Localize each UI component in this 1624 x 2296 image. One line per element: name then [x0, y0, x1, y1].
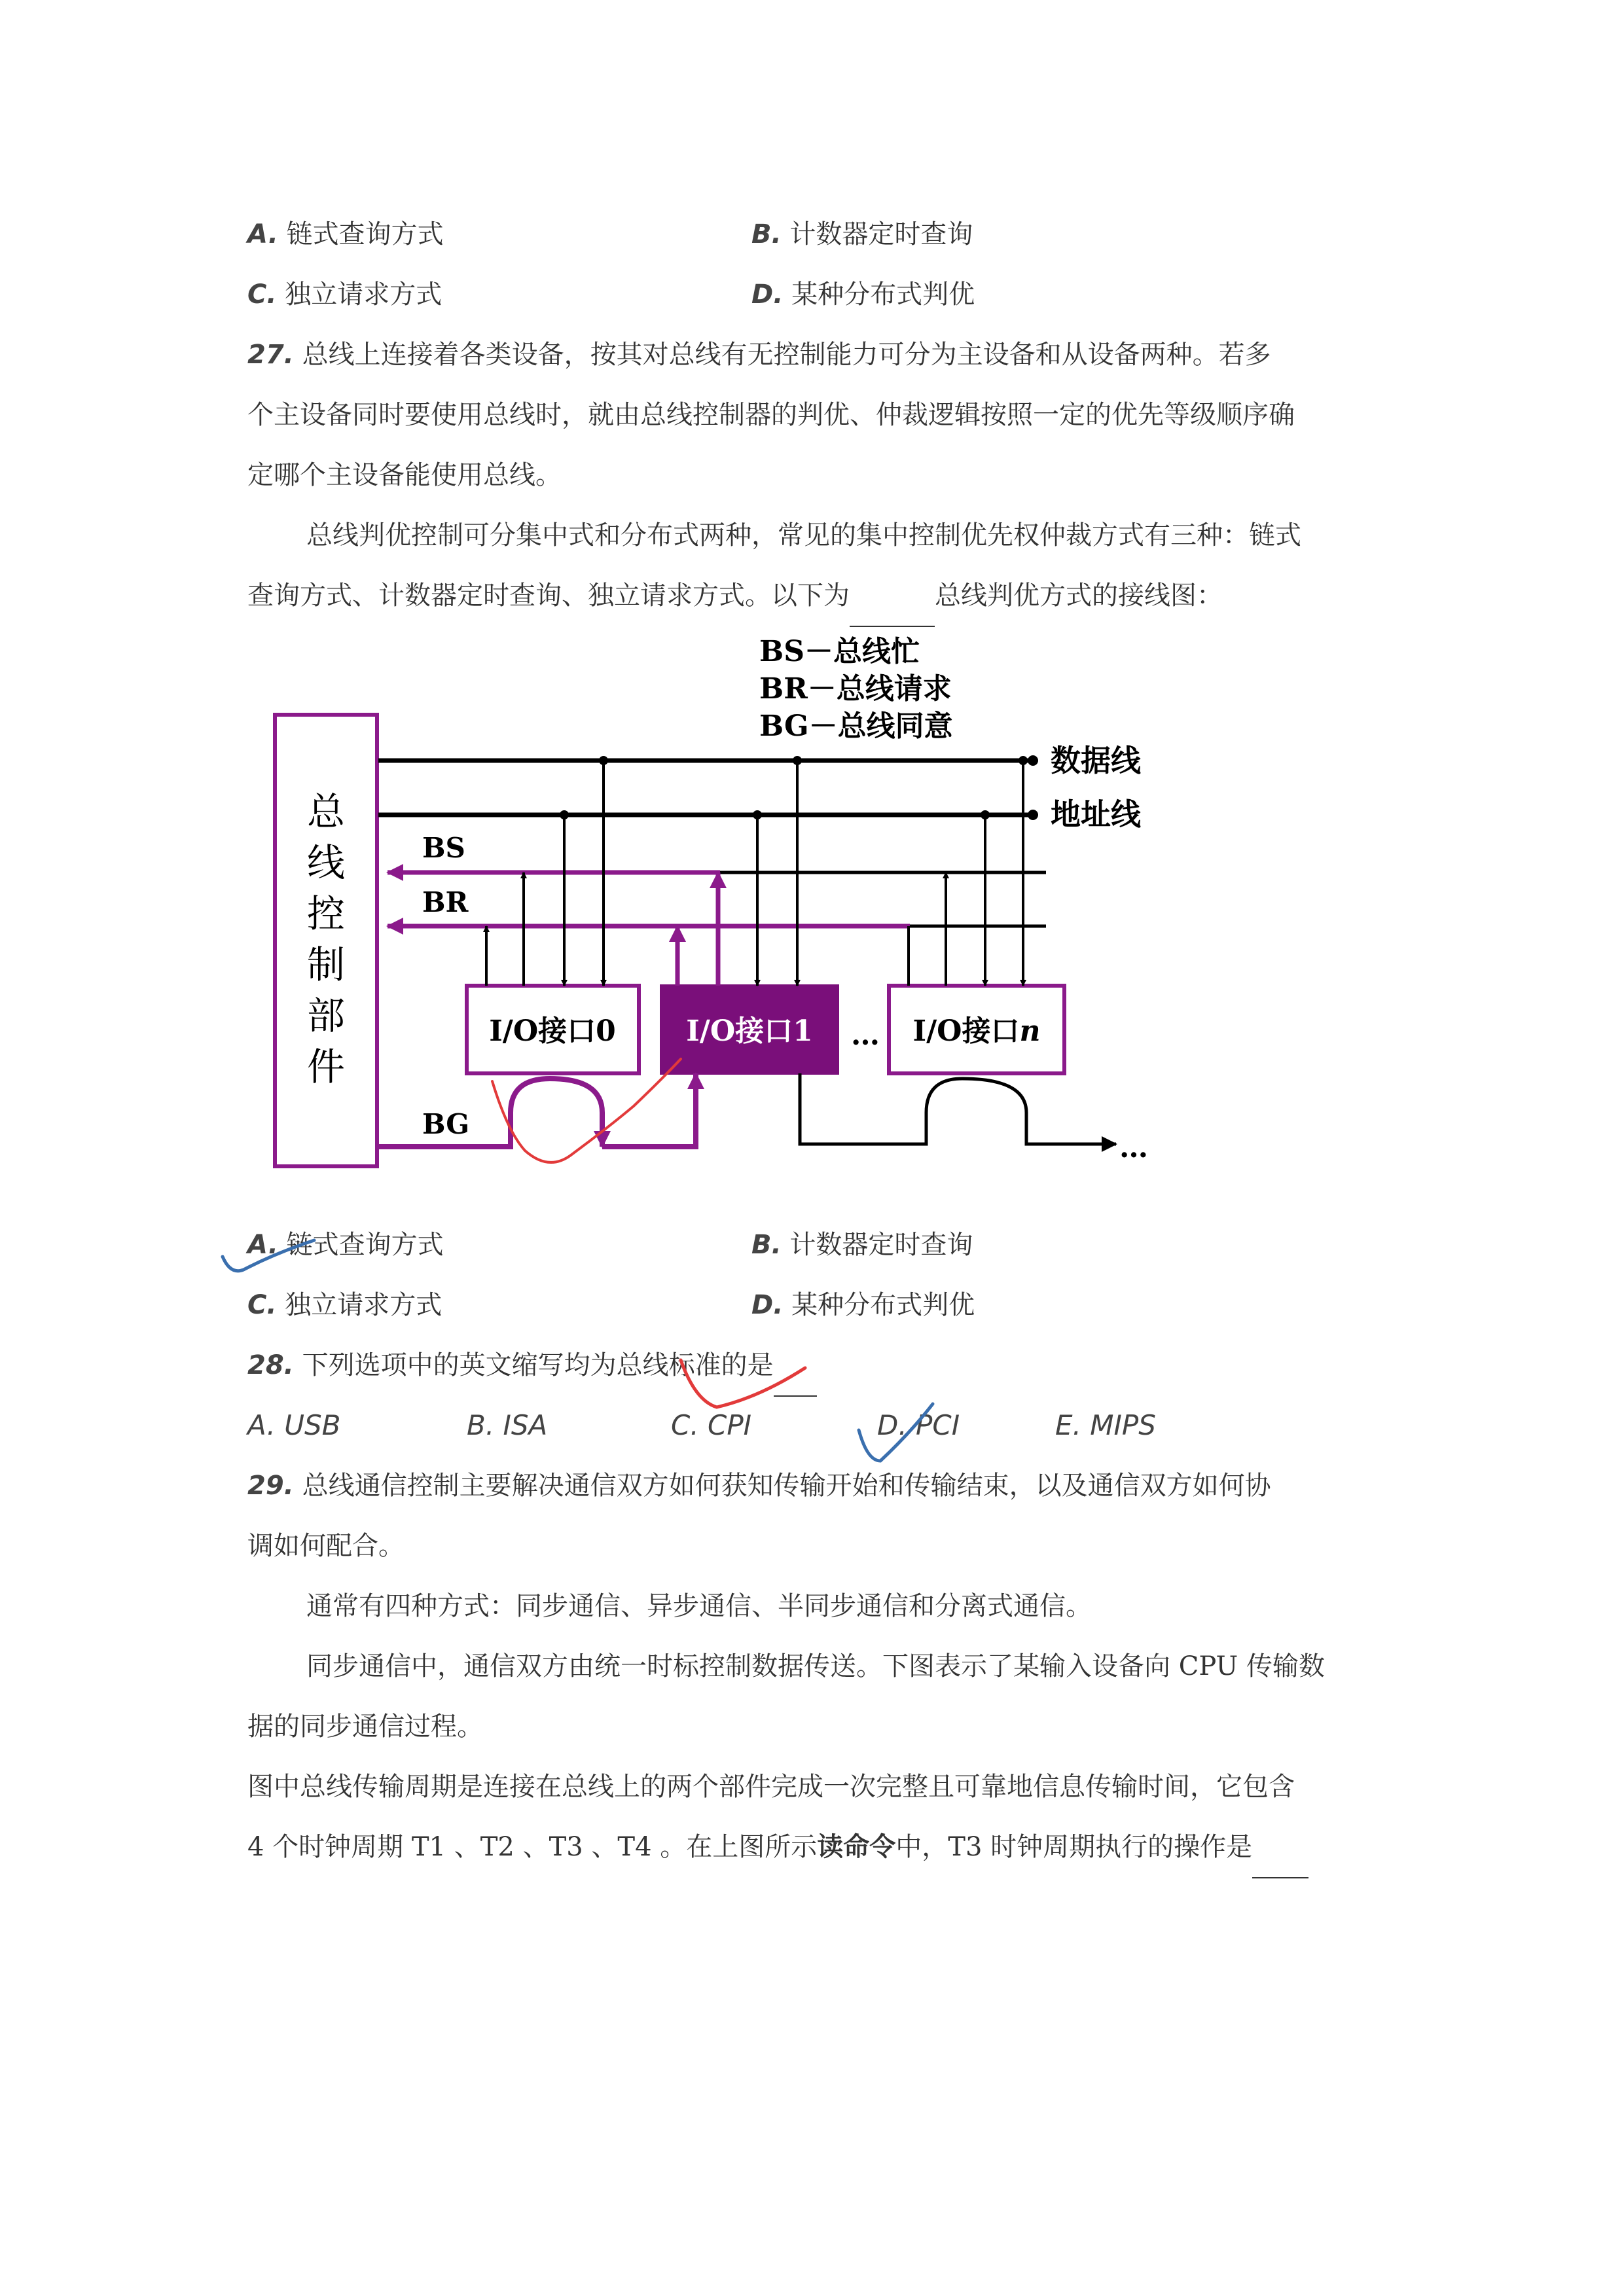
q29-line2: 调如何配合。 — [247, 1531, 405, 1561]
question-text: 总线上连接着各类设备，按其对总线有无控制能力可分为主设备和从设备两种。若多 — [302, 340, 1271, 370]
q27-line2: 个主设备同时要使用总线时，就由总线控制器的判优、仲裁逻辑按照一定的优先等级顺序确 — [247, 400, 1295, 430]
option-text: 链式查询方式 — [286, 219, 444, 249]
blue-check-mark-q28-d — [859, 1404, 933, 1461]
question-text: 总线通信控制主要解决通信双方如何获知传输开始和传输结束，以及通信双方如何协 — [302, 1471, 1271, 1501]
io-interface-n-prefix: I/O接口 — [912, 1014, 1020, 1048]
data-line-label: 数据线 — [1051, 743, 1141, 778]
legend-br: BR－总线请求 — [759, 672, 952, 706]
option-label: C. — [247, 1290, 277, 1320]
bg-label: BG — [422, 1108, 470, 1140]
option-label: A. — [247, 219, 278, 249]
controller-char: 线 — [306, 840, 346, 885]
text-after-bold: 中，T3 时钟周期执行的操作是 — [895, 1832, 1253, 1862]
q28-option-c: C. CPI — [671, 1409, 752, 1441]
option-label: D. — [751, 279, 784, 310]
question-number: 27. — [247, 340, 294, 370]
q29-para4-line1: 图中总线传输周期是连接在总线上的两个部件完成一次完整且可靠地信息传输时间，它包含 — [247, 1772, 1295, 1802]
ellipsis-end: … — [1119, 1131, 1148, 1164]
q29-para2: 通常有四种方式：同步通信、异步通信、半同步通信和分离式通信。 — [306, 1591, 1092, 1621]
controller-char: 控 — [306, 891, 346, 936]
question-text: 下列选项中的英文缩写均为总线标准的是 — [302, 1350, 774, 1380]
io-interface-1-label: I/O接口1 — [686, 1014, 813, 1048]
question-number: 28. — [247, 1350, 294, 1380]
answer-blank — [1252, 1817, 1308, 1878]
question-number: 29. — [247, 1471, 294, 1501]
option-label: B. — [751, 1230, 782, 1260]
option-text: 某种分布式判优 — [791, 1290, 975, 1320]
controller-char: 部 — [306, 994, 346, 1038]
addr-line-label: 地址线 — [1051, 797, 1141, 832]
br-label: BR — [422, 886, 469, 918]
q27-para2-line1: 总线判优控制可分集中式和分布式两种，常见的集中控制优先权仲裁方式有三种：链式 — [306, 520, 1301, 550]
q28-option-b: B. ISA — [467, 1409, 548, 1441]
q28-option-a: A. USB — [247, 1409, 341, 1441]
legend-bs: BS－总线忙 — [759, 635, 920, 668]
read-command-text: 读命令 — [817, 1831, 896, 1862]
option-label: B. — [751, 219, 782, 249]
q27-line3: 定哪个主设备能使用总线。 — [247, 460, 562, 490]
q29-para4-line2 — [247, 1817, 1308, 1878]
q29-line1 — [247, 1456, 1271, 1516]
legend-bg: BG－总线同意 — [759, 709, 953, 743]
option-text: 独立请求方式 — [285, 1290, 442, 1320]
option-text: 计数器定时查询 — [789, 1230, 973, 1260]
text-before-bold: 4 个时钟周期 T1 、T2 、T3 、T4 。在上图所示 — [247, 1832, 818, 1862]
red-mark-q28-c — [681, 1360, 805, 1407]
controller-char: 件 — [306, 1045, 346, 1089]
io-interface-n-suffix: n — [1019, 1014, 1041, 1048]
io-interface-0-label: I/O接口0 — [489, 1014, 616, 1048]
option-label: D. — [751, 1290, 784, 1320]
blue-check-mark-q27 — [223, 1240, 314, 1271]
option-label: A. — [247, 1230, 278, 1260]
q29-para3-line2: 据的同步通信过程。 — [247, 1712, 483, 1742]
controller-char: 总 — [306, 789, 346, 834]
text-before-blank: 查询方式、计数器定时查询、独立请求方式。以下为 — [247, 581, 850, 611]
option-text: 某种分布式判优 — [791, 279, 975, 310]
q29-para3-line1: 同步通信中，通信双方由统一时标控制数据传送。下图表示了某输入设备向 CPU 传输数 — [306, 1651, 1325, 1681]
ellipsis-between-io: … — [851, 1018, 880, 1052]
option-text: 计数器定时查询 — [789, 219, 973, 249]
bs-label: BS — [422, 832, 465, 864]
option-text: 链式查询方式 — [286, 1230, 444, 1260]
option-text: 独立请求方式 — [285, 279, 442, 310]
controller-char: 制 — [306, 942, 346, 987]
text-after-blank: 总线判优方式的接线图： — [935, 581, 1223, 611]
q28-option-e: E. MIPS — [1055, 1409, 1156, 1441]
q28-option-d: D. PCI — [877, 1409, 960, 1441]
option-label: C. — [247, 279, 277, 310]
